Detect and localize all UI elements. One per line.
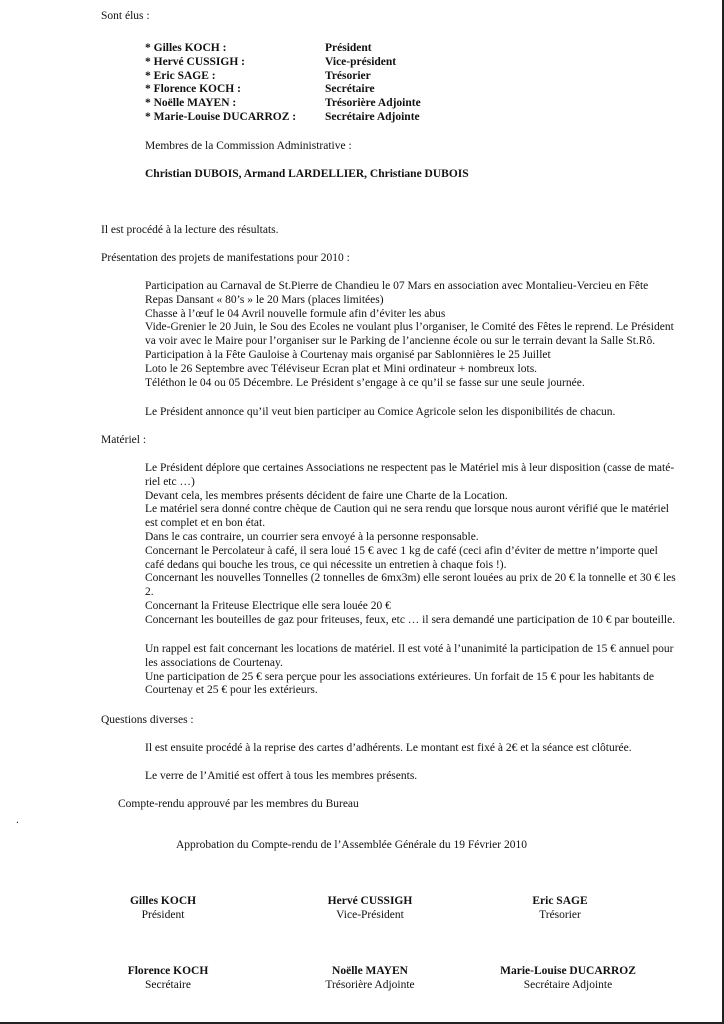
signatory-role: Vice-Président (336, 908, 404, 921)
approval-bureau: Compte-rendu approuvé par les membres du Bureau (118, 798, 359, 810)
elected-role: Trésorière Adjointe (325, 97, 421, 110)
signature-block (108, 965, 228, 993)
comice-line: Le Président annonce qu’il veut bien participer au Comice Agricole selon les disponibilités de chacun. (145, 406, 616, 418)
materiel-line: Concernant les nouvelles Tonnelles (2 tonnelles de 6mx3m) elle seront louées au prix de 20 € la tonnelle et 30 € les (145, 572, 676, 585)
signatory-name: Eric SAGE (532, 895, 588, 907)
project-line: va voir avec le Maire pour l’organiser sur le Parking de l’ancienne école ou sur le terrain devant la Salle St.Rô. (145, 335, 656, 348)
elected-role: Vice-président (325, 55, 397, 68)
signatory-role: Secrétaire (145, 978, 191, 991)
elected-row (145, 97, 421, 111)
commission-heading: Membres de la Commission Administrative : (145, 140, 352, 152)
materiel-line: Concernant le Percolateur à café, il sera loué 15 € avec 1 kg de café (ceci afin d’éviter de mettre n’importe quel (145, 544, 658, 557)
elected-role: Secrétaire Adjointe (325, 110, 420, 123)
signatory-name: Noëlle MAYEN (332, 965, 408, 977)
results-line: Il est procédé à la lecture des résultats. (101, 224, 279, 236)
materiel-heading: Matériel : (101, 434, 147, 446)
materiel-line: riel etc …) (145, 475, 195, 488)
elected-role: Secrétaire (325, 83, 375, 96)
elected-name: * Marie-Louise DUCARROZ : (145, 110, 297, 123)
projects-heading: Présentation des projets de manifestations pour 2010 : (101, 252, 350, 264)
signature-block (510, 895, 610, 923)
reminder-line: les associations de Courtenay. (145, 656, 283, 669)
signature-block (488, 965, 648, 993)
materiel-line: Devant cela, les membres présents décident de faire une Charte de la Location. (145, 489, 508, 502)
signatory-role: Trésorière Adjointe (325, 978, 415, 991)
projects-list (145, 280, 674, 390)
questions-heading: Questions diverses : (101, 714, 194, 726)
elected-role: Trésorier (325, 69, 371, 82)
materiel-line: Concernant les bouteilles de gaz pour friteuses, feux, etc … il sera demandé une participation de 10 € par bouteille. (145, 613, 676, 626)
elected-row (145, 83, 375, 97)
approval-ag: Approbation du Compte-rendu de l’Assemblée Générale du 19 Février 2010 (176, 839, 527, 851)
reminder-line: Un rappel est fait concernant les locations de matériel. Il est voté à l’unanimité la participation de 15 € annuel pour (145, 643, 674, 655)
project-line: Vide-Grenier le 20 Juin, le Sou des Ecoles ne voulant plus l’organiser, le Comité des Fêtes le reprend. Le Président (145, 321, 674, 334)
elected-role: Président (325, 42, 372, 54)
project-line: Loto le 26 Septembre avec Téléviseur Ecran plat et Mini ordinateur + nombreux lots. (145, 362, 538, 375)
elected-list (145, 42, 421, 125)
elected-row (145, 69, 371, 84)
questions-line-1: Il est ensuite procédé à la reprise des cartes d’adhérents. Le montant est fixé à 2€ et la séance est clôturée. (145, 742, 632, 754)
materiel-list (145, 462, 676, 628)
materiel-line: 2. (145, 586, 154, 599)
signatory-role: Président (141, 908, 185, 921)
margin-mark: . (16, 814, 19, 826)
elected-name: * Florence KOCH : (145, 83, 241, 96)
project-line: Participation à la Fête Gauloise à Courtenay mais organisé par Sablonnières le 25 Juillet (145, 348, 551, 361)
reminder-line: Une participation de 25 € sera perçue pour les associations extérieures. Un forfait de 15 € pour les habitants de (145, 670, 655, 683)
project-line: Participation au Carnaval de St.Pierre de Chandieu le 07 Mars en association avec Montalieu-Vercieu en Fête (145, 280, 649, 292)
elected-row (145, 42, 372, 56)
materiel-line: Le matériel sera donné contre chèque de Caution qui ne sera rendu que lorsque nous auront vérifié que le matériel (145, 503, 670, 516)
commission-members: Christian DUBOIS, Armand LARDELLIER, Christiane DUBOIS (145, 168, 469, 180)
signature-block (300, 965, 440, 993)
signature-block (310, 895, 430, 923)
elected-row (145, 55, 397, 70)
project-line: Chasse à l’œuf le 04 Avril nouvelle formule afin d’éviter les abus (145, 307, 446, 320)
signatory-name: Marie-Louise DUCARROZ (500, 965, 636, 977)
elected-name: * Eric SAGE : (145, 69, 216, 82)
elected-name: * Noëlle MAYEN : (145, 97, 237, 110)
elected-name: * Hervé CUSSIGH : (145, 55, 245, 68)
signatory-name: Gilles KOCH (129, 895, 197, 907)
materiel-line: café dedans qui bouche les trous, ce qui nécessite un entretien à chaque fois !). (145, 558, 507, 571)
project-line: Téléthon le 04 ou 05 Décembre. Le Président s’engage à ce qu’il se fasse sur une seule journée. (145, 376, 585, 389)
questions-line-2: Le verre de l’Amitié est offert à tous les membres présents. (145, 770, 418, 782)
materiel-line: est complet et en bon état. (145, 517, 266, 530)
materiel-reminder (145, 643, 674, 698)
signatory-role: Secrétaire Adjointe (523, 978, 613, 991)
materiel-line: Le Président déplore que certaines Associations ne respectent pas le Matériel mis à leur disposition (casse de maté- (145, 462, 675, 474)
reminder-line: Courtenay et 25 € pour les extérieurs. (145, 684, 318, 697)
signature-block (108, 895, 218, 923)
materiel-line: Concernant la Friteuse Electrique elle sera louée 20 € (145, 599, 391, 612)
elected-row (145, 110, 420, 125)
project-line: Repas Dansant « 80’s » le 20 Mars (places limitées) (145, 293, 384, 306)
signatory-name: Florence KOCH (127, 965, 209, 977)
signatory-name: Hervé CUSSIGH (327, 895, 413, 907)
materiel-line: Dans le cas contraire, un courrier sera envoyé à la personne responsable. (145, 530, 479, 543)
elected-heading: Sont élus : (101, 10, 150, 22)
elected-name: * Gilles KOCH : (145, 42, 227, 54)
signatory-role: Trésorier (539, 908, 581, 921)
